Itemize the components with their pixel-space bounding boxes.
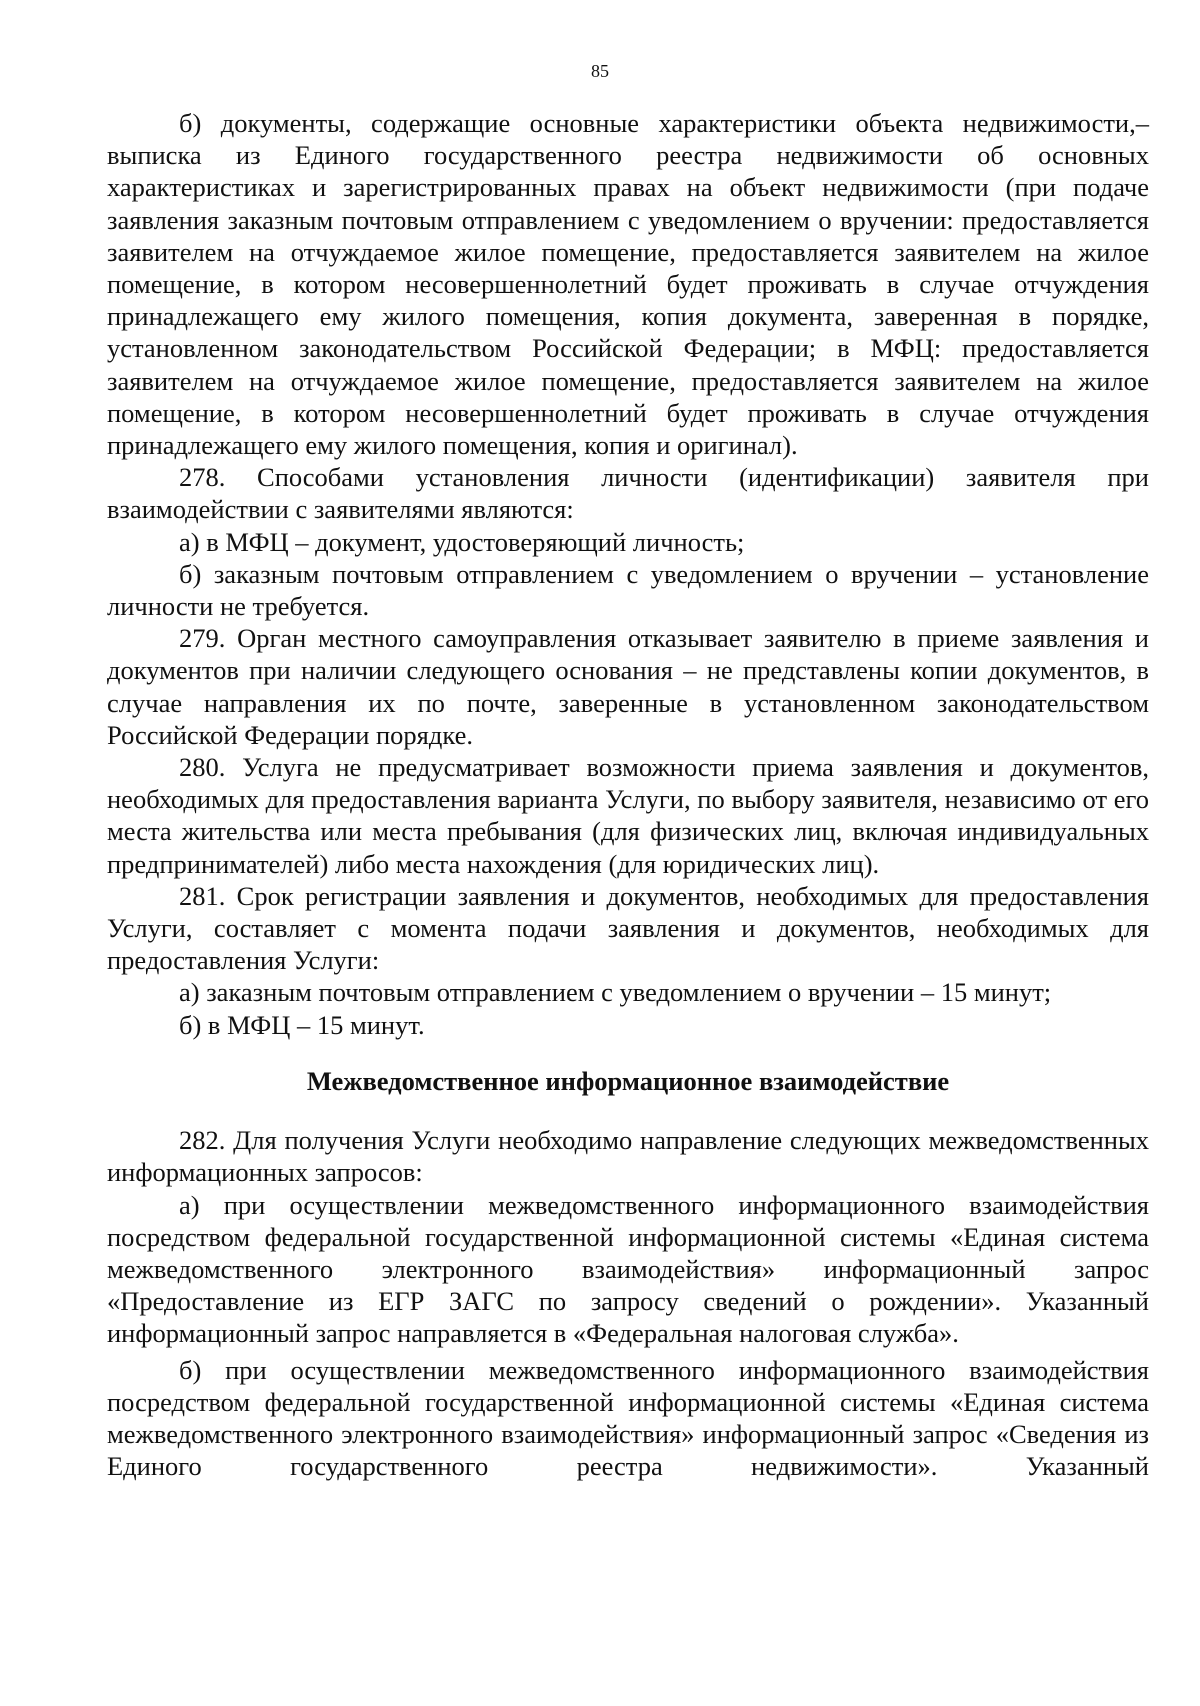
paragraph-278-a: а) в МФЦ – документ, удостоверяющий личность; (179, 526, 745, 557)
paragraph-281-b: б) в МФЦ – 15 минут. (179, 1009, 425, 1040)
paragraph-281-a: а) заказным почтовым отправлением с уведомлением о вручении – 15 минут; (179, 977, 1052, 1008)
paragraph-279: 279. Орган местного самоуправления отказывает заявителю в приеме заявления и документов при наличии следующего основания – не представлены копии документов, в случае направления их по почте, заверенные в установленном законодательством Российской Федерации порядке. (107, 623, 1149, 750)
paragraph-278: 278. Способами установления личности (идентификации) заявителя при взаимодействии с заявителями являются: (107, 462, 1149, 525)
paragraph-280: 280. Услуга не предусматривает возможности приема заявления и документов, необходимых для предоставления варианта Услуги, по выбору заявителя, независимо от его места жительства или места пребывания (для физических лиц, включая индивидуальных предпринимателей) либо места нахождения (для юридических лиц). (107, 752, 1149, 879)
paragraph-b-documents: б) документы, содержащие основные характеристики объекта недвижимости,– выписка из Единого государственного реестра недвижимости об основных характеристиках и зарегистрированных правах на объект недвижимости (при подаче заявления заказным почтовым отправлением с уведомлением о вручении: предоставляется заявителем на отчуждаемое жилое помещение, предоставляется заявителем на жилое помещение, в котором несовершеннолетний будет проживать в случае отчуждения принадлежащего ему жилого помещения, копия документа, заверенная в порядке, установленном законодательством Российской Федерации; в МФЦ: предоставляется заявителем на отчуждаемое жилое помещение, предоставляется заявителем на жилое помещение, в котором несовершеннолетний будет проживать в случае отчуждения принадлежащего ему жилого помещения, копия и оригинал). (107, 108, 1149, 461)
paragraph-282-b: б) при осуществлении межведомственного информационного взаимодействия посредством федеральной государственной информационной системы «Единая система межведомственного электронного взаимодействия» информационный запрос «Сведения из Единого государственного реестра недвижимости». Указанный (107, 1354, 1149, 1482)
page-number: 85 (591, 61, 609, 81)
paragraph-282: 282. Для получения Услуги необходимо направление следующих межведомственных информационных запросов: (107, 1125, 1149, 1188)
document-body (107, 107, 1149, 1482)
section-heading: Межведомственное информационное взаимодействие (306, 1065, 950, 1096)
paragraph-281: 281. Срок регистрации заявления и документов, необходимых для предоставления Услуги, составляет с момента подачи заявления и документов, необходимых для предоставления Услуги: (107, 880, 1149, 976)
paragraph-278-b: б) заказным почтовым отправлением с уведомлением о вручении – установление личности не требуется. (107, 558, 1149, 622)
paragraph-282-a: а) при осуществлении межведомственного информационного взаимодействия посредством федеральной государственной информационной системы «Единая система межведомственного электронного взаимодействия» информационный запрос «Предоставление из ЕГР ЗАГС по запросу сведений о рождении». Указанный информационный запрос направляется в «Федеральная налоговая служба». (107, 1189, 1149, 1349)
